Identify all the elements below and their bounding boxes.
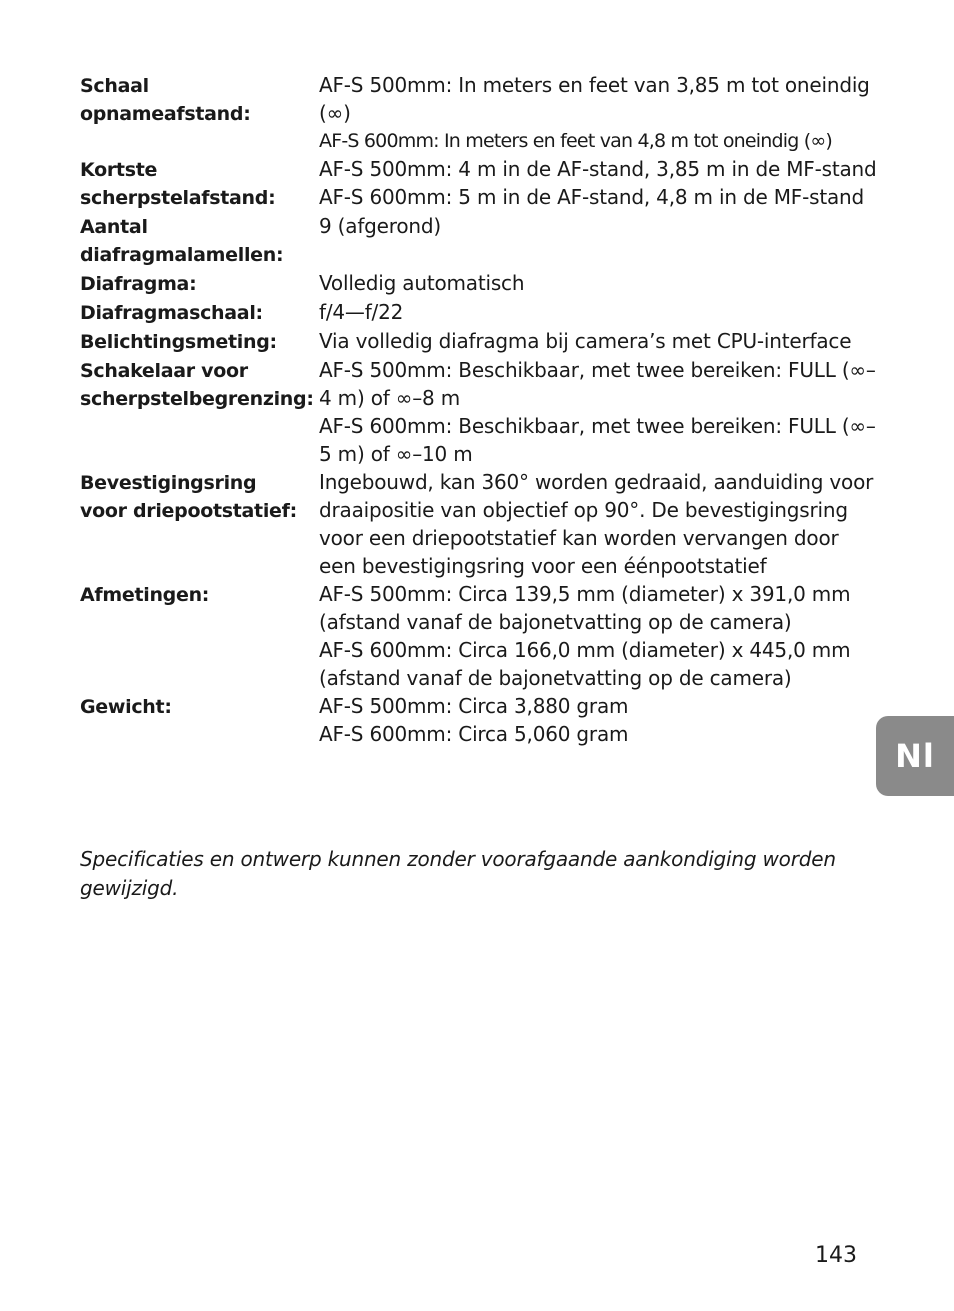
spec-label-line: voor driepootstatief: (80, 500, 297, 522)
spec-row (80, 468, 880, 580)
lens-model: AF-S 600mm: (319, 185, 453, 209)
spec-value (319, 212, 879, 240)
spec-label (80, 580, 319, 692)
spec-label-line: Aantal (80, 216, 148, 238)
lens-model: AF-S 500mm: (319, 157, 453, 181)
spec-value (319, 71, 879, 127)
spec-value-text: Ingebouwd, kan 360° worden gedraaid, aanduiding voor draaipositie van objectief op 90°. De bevestigingsring voor een driepootstatief kan worden vervangen door een bevestigingsring voor een éénpootstatief (319, 470, 874, 578)
spec-label-line: Schaal opnameafstand: (80, 75, 251, 125)
spec-value-text: Volledig automatisch (319, 271, 525, 295)
page-number: 143 (815, 1243, 857, 1268)
spec-value (319, 127, 879, 155)
spec-row (80, 327, 880, 356)
spec-label-line: Diafragmaschaal: (80, 302, 263, 324)
spec-value (319, 692, 879, 720)
spec-value (319, 412, 879, 468)
spec-label (80, 212, 319, 269)
spec-value-text: 4 m in de AF-stand, 3,85 m in de MF-stand (452, 157, 877, 181)
disclaimer-note: Specificaties en ontwerp kunnen zonder voorafgaande aankondiging worden gewijzigd. (80, 847, 836, 900)
spec-value (319, 183, 879, 211)
spec-row (80, 356, 880, 468)
spec-value-text: f/4—f/22 (319, 300, 404, 324)
spec-values (319, 212, 879, 269)
spec-label (80, 327, 319, 356)
spec-values (319, 327, 879, 356)
spec-values (319, 468, 879, 580)
spec-label-line: scherpstelafstand: (80, 187, 276, 209)
spec-value-text: Circa 5,060 gram (452, 722, 629, 746)
spec-values (319, 155, 879, 212)
spec-value-text: Circa 3,880 gram (452, 694, 629, 718)
lens-model: AF-S 600mm: (319, 130, 439, 152)
spec-value-text: Beschikbaar, met twee bereiken: FULL (∞–5 m) of ∞–10 m (319, 414, 876, 466)
spec-value (319, 155, 879, 183)
spec-row (80, 155, 880, 212)
lens-model: AF-S 500mm: (319, 358, 453, 382)
spec-value (319, 269, 879, 297)
lens-model: AF-S 600mm: (319, 722, 453, 746)
spec-value (319, 636, 879, 692)
spec-row (80, 692, 880, 748)
spec-value (319, 468, 879, 580)
spec-values (319, 692, 879, 748)
spec-values (319, 298, 879, 327)
spec-label (80, 298, 319, 327)
spec-values (319, 269, 879, 298)
spec-value-text: Beschikbaar, met twee bereiken: FULL (∞–4 m) of ∞–8 m (319, 358, 876, 410)
spec-value (319, 298, 879, 326)
spec-label (80, 356, 319, 468)
spec-values (319, 71, 879, 155)
lens-model: AF-S 500mm: (319, 582, 453, 606)
spec-label-line: Belichtingsmeting: (80, 331, 277, 353)
spec-value (319, 327, 879, 355)
spec-label (80, 692, 319, 748)
spec-value-text: In meters en feet van 4,8 m tot oneindig (∞) (438, 130, 833, 152)
lens-model: AF-S 500mm: (319, 73, 453, 97)
spec-value-text: Circa 166,0 mm (diameter) x 445,0 mm (afstand vanaf de bajonetvatting op de camera) (319, 638, 851, 690)
lens-model: AF-S 600mm: (319, 638, 453, 662)
spec-row (80, 212, 880, 269)
spec-value (319, 356, 879, 412)
spec-value-text: In meters en feet van 3,85 m tot oneindig (∞) (319, 73, 870, 125)
spec-label (80, 155, 319, 212)
spec-label-line: scherpstelbegrenzing: (80, 388, 314, 410)
spec-label-line: diafragmalamellen: (80, 244, 284, 266)
spec-row (80, 580, 880, 692)
spec-value-text: 5 m in de AF-stand, 4,8 m in de MF-stand (452, 185, 864, 209)
spec-label-line: Afmetingen: (80, 584, 210, 606)
spec-value-text: 9 (afgerond) (319, 214, 441, 238)
spec-values (319, 580, 879, 692)
spec-label-line: Gewicht: (80, 696, 172, 718)
lens-model: AF-S 500mm: (319, 694, 453, 718)
spec-label-line: Schakelaar voor (80, 360, 248, 382)
spec-value-text: Via volledig diafragma bij camera’s met CPU-interface (319, 329, 852, 353)
spec-row (80, 269, 880, 298)
spec-values (319, 356, 879, 468)
spec-value (319, 580, 879, 636)
spec-row (80, 298, 880, 327)
spec-label-line: Bevestigingsring (80, 472, 257, 494)
spec-label-line: Kortste (80, 159, 158, 181)
spec-label (80, 468, 319, 580)
spec-label (80, 71, 319, 155)
spec-value (319, 720, 879, 748)
language-tab: Nl (876, 716, 954, 796)
lens-model: AF-S 600mm: (319, 414, 453, 438)
spec-label-line: Diafragma: (80, 273, 197, 295)
specifications-list (80, 71, 880, 748)
spec-value-text: Circa 139,5 mm (diameter) x 391,0 mm (afstand vanaf de bajonetvatting op de camera) (319, 582, 851, 634)
spec-row (80, 71, 880, 155)
spec-label (80, 269, 319, 298)
